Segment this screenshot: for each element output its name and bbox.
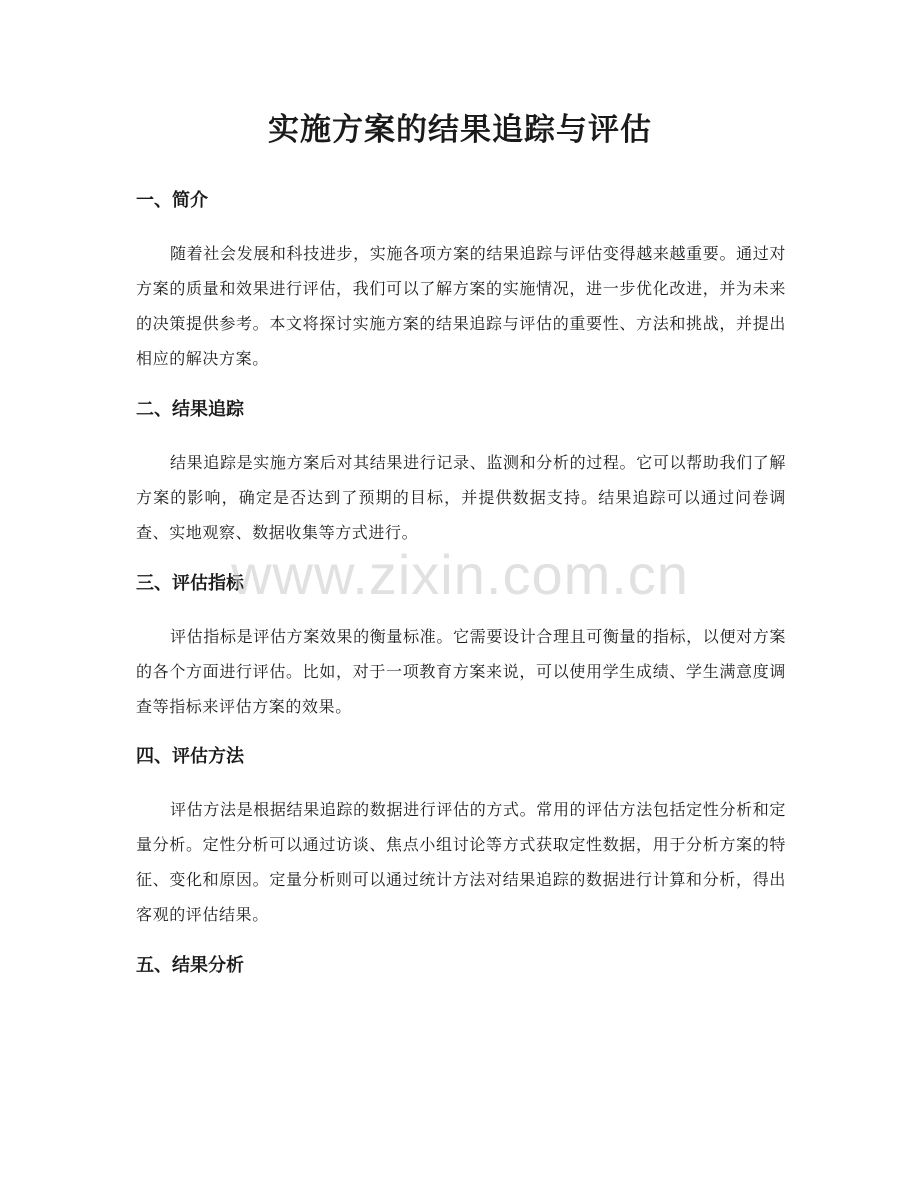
watermark: www.zixin.com.cn [231, 543, 689, 606]
section-heading-result-tracking: 二、结果追踪 [136, 399, 244, 420]
page-title: 实施方案的结果追踪与评估 [268, 112, 652, 148]
section-paragraph-evaluation-indicators: 评估指标是评估方案效果的衡量标准。它需要设计合理且可衡量的指标，以便对方案的各个方面进行评估。比如，对于一项教育方案来说，可以使用学生成绩、学生满意度调查等指标来评估方案的效果。 [136, 627, 786, 716]
section-heading-evaluation-indicators: 三、评估指标 [136, 573, 244, 594]
section-paragraph-evaluation-methods: 评估方法是根据结果追踪的数据进行评估的方式。常用的评估方法包括定性分析和定量分析。定性分析可以通过访谈、焦点小组讨论等方式获取定性数据，用于分析方案的特征、变化和原因。定量分析则可以通过统计方法对结果追踪的数据进行计算和分析，得出客观的评估结果。 [136, 800, 786, 924]
section-heading-evaluation-methods: 四、评估方法 [136, 746, 244, 767]
section-heading-result-analysis: 五、结果分析 [136, 955, 244, 976]
section-heading-intro: 一、简介 [136, 190, 208, 211]
section-paragraph-intro: 随着社会发展和科技进步，实施各项方案的结果追踪与评估变得越来越重要。通过对方案的质量和效果进行评估，我们可以了解方案的实施情况，进一步优化改进，并为未来的决策提供参考。本文将探讨实施方案的结果追踪与评估的重要性、方法和挑战，并提出相应的解决方案。 [136, 244, 786, 368]
section-paragraph-result-tracking: 结果追踪是实施方案后对其结果进行记录、监测和分析的过程。它可以帮助我们了解方案的影响，确定是否达到了预期的目标，并提供数据支持。结果追踪可以通过问卷调查、实地观察、数据收集等方式进行。 [136, 453, 786, 542]
